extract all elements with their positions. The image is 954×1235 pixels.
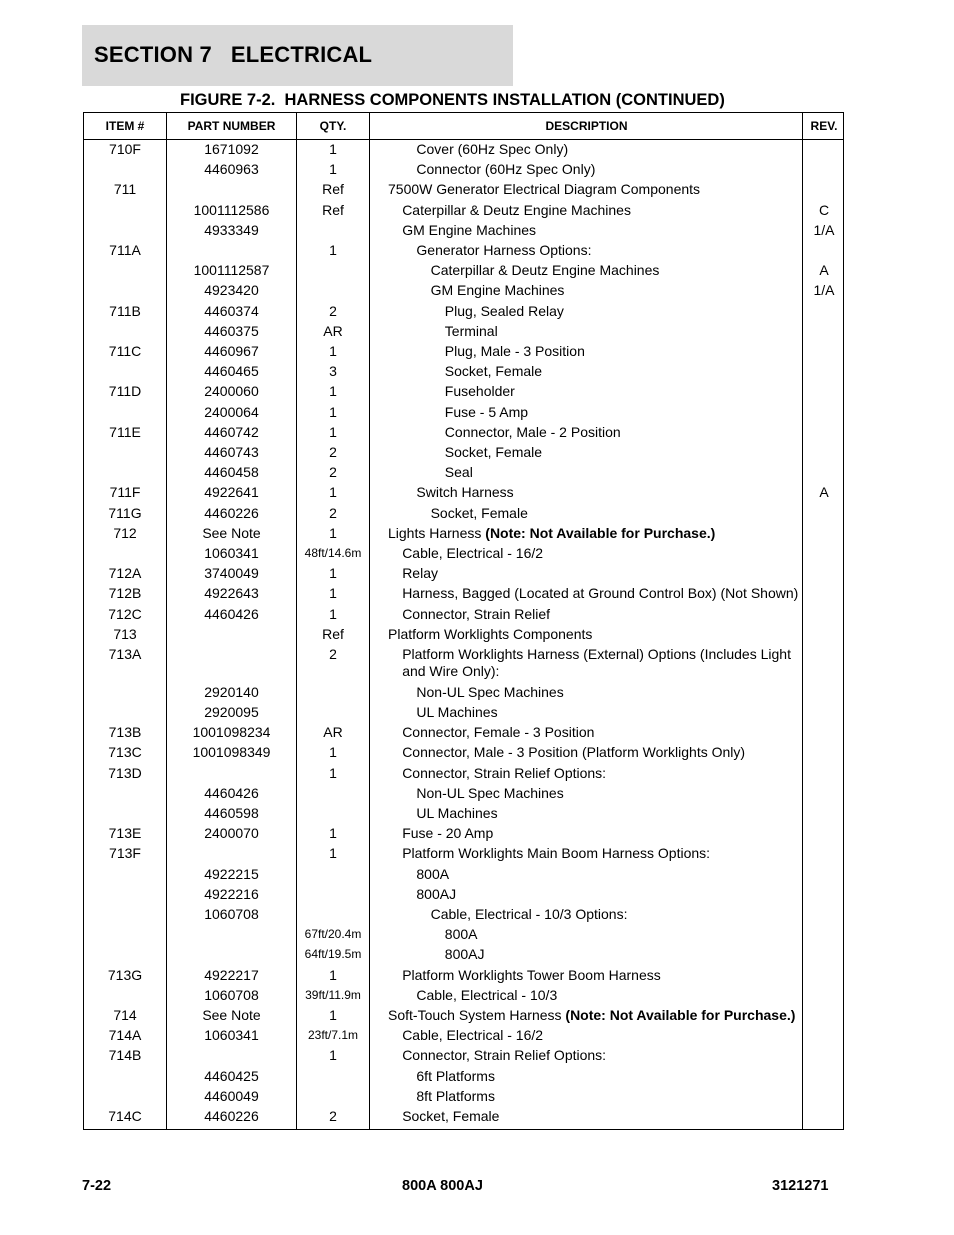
quantity: 1 — [329, 744, 337, 761]
description — [402, 845, 800, 862]
description-text: GM Engine Machines — [430, 282, 565, 299]
description-text: 6ft Platforms — [416, 1067, 495, 1084]
quantity: 3 — [329, 363, 337, 380]
part-number: 4460374 — [204, 302, 259, 319]
description-text: Platform Worklights Components — [388, 625, 593, 642]
description-text: 7500W Generator Electrical Diagram Components — [388, 181, 701, 198]
description — [402, 646, 800, 680]
description-text: Connector, Strain Relief — [402, 605, 551, 622]
description — [416, 242, 800, 259]
quantity: AR — [323, 322, 343, 339]
description — [416, 805, 800, 822]
part-number: 4460425 — [204, 1067, 259, 1084]
description — [388, 525, 800, 542]
part-number: 4460967 — [204, 343, 259, 359]
part-number: 4933349 — [204, 221, 259, 238]
description — [402, 565, 800, 582]
description — [445, 404, 800, 421]
quantity: 1 — [329, 845, 337, 862]
quantity: Ref — [322, 625, 344, 642]
part-number: 1060341 — [204, 1027, 259, 1044]
part-number: 2400070 — [204, 825, 259, 842]
revision: A — [819, 262, 829, 279]
description-text: 800A — [444, 926, 478, 943]
footer-model: 800A 800AJ — [402, 1178, 483, 1194]
quantity: 1 — [329, 605, 337, 622]
description — [445, 303, 800, 320]
item-number: 713B — [108, 724, 142, 741]
description-text: Platform Worklights Main Boom Harness Options: — [402, 845, 711, 862]
description — [388, 626, 800, 643]
item-number: 714 — [113, 1006, 137, 1023]
description — [402, 1047, 800, 1064]
description-text: Cable, Electrical - 16/2 — [402, 1027, 544, 1044]
description-text: Fuseholder — [444, 383, 515, 400]
description — [445, 926, 800, 943]
part-number: 2400060 — [204, 383, 259, 400]
description — [445, 363, 800, 380]
part-number: 2920140 — [204, 683, 259, 700]
description — [445, 323, 800, 340]
item-number: 712B — [108, 585, 142, 602]
description — [445, 343, 800, 360]
part-number: 1060708 — [204, 905, 259, 922]
part-number: 4923420 — [204, 282, 259, 299]
description-text: Terminal — [444, 322, 498, 339]
figure-title: FIGURE 7-2. HARNESS COMPONENTS INSTALLATION (CONTINUED) — [180, 91, 725, 109]
description-text: 800AJ — [416, 885, 457, 902]
description-text: Harness, Bagged (Located at Ground Control Box) (Not Shown) — [402, 585, 799, 602]
description — [445, 424, 800, 441]
revision: A — [819, 484, 829, 501]
part-number: 4460598 — [204, 804, 259, 821]
section-title: SECTION 7 ELECTRICAL — [94, 42, 373, 67]
description-note: (Note: Not Available for Purchase.) — [565, 1006, 796, 1023]
item-number: 711A — [109, 242, 141, 258]
column-divider — [802, 113, 803, 1129]
description-text: 800AJ — [444, 946, 485, 963]
description-text: Socket, Female — [444, 444, 543, 460]
description — [416, 1088, 800, 1105]
part-number: 4460458 — [204, 464, 259, 481]
description — [431, 282, 800, 299]
description-text: Platform Worklights Tower Boom Harness — [402, 966, 661, 983]
quantity: 1 — [329, 242, 337, 258]
description-text: Caterpillar & Deutz Engine Machines — [402, 201, 631, 218]
quantity: 1 — [329, 1047, 337, 1064]
item-number: 711C — [108, 343, 142, 359]
description-text: Non-UL Spec Machines — [416, 784, 564, 801]
description-text: UL Machines — [416, 703, 498, 720]
item-number: 711E — [109, 423, 141, 440]
description — [402, 765, 800, 782]
part-number: 4460963 — [204, 161, 259, 178]
column-divider — [369, 113, 370, 1129]
description-text: Cover (60Hz Spec Only) — [416, 141, 569, 157]
description-text: Relay — [402, 565, 438, 582]
header-part-number: PART NUMBER — [187, 119, 276, 133]
part-number: 4460426 — [204, 784, 259, 801]
quantity: 1 — [329, 764, 337, 781]
part-number: 4460226 — [204, 1107, 259, 1124]
item-number: 713D — [108, 764, 142, 781]
description-text: 8ft Platforms — [416, 1087, 495, 1104]
quantity: 2 — [329, 464, 337, 481]
description — [445, 444, 800, 461]
description-text: Fuse - 5 Amp — [444, 403, 529, 420]
item-number: 714A — [108, 1027, 142, 1044]
quantity: 39ft/11.9m — [305, 987, 361, 1002]
description — [402, 1108, 800, 1125]
description — [445, 464, 800, 481]
quantity: 1 — [329, 966, 337, 983]
item-number: 711D — [108, 383, 142, 400]
quantity: AR — [323, 724, 343, 741]
description — [416, 484, 800, 501]
description — [445, 383, 800, 400]
item-number: 711B — [109, 302, 141, 319]
description-text: Seal — [444, 464, 473, 481]
description-text: Connector, Male - 3 Position (Platform Worklights Only) — [402, 744, 746, 761]
item-number: 711G — [108, 504, 142, 521]
part-number: 4460226 — [204, 504, 259, 521]
quantity: 48ft/14.6m — [304, 546, 362, 560]
footer-page-number: 7-22 — [82, 1178, 112, 1194]
part-number: 2400064 — [204, 403, 259, 420]
item-number: 713 — [113, 625, 137, 642]
description-text: UL Machines — [416, 804, 498, 821]
quantity: 67ft/20.4m — [304, 927, 362, 942]
description-text: Connector, Strain Relief Options: — [402, 1047, 607, 1064]
quantity: 1 — [329, 484, 337, 501]
item-number: 714B — [108, 1047, 142, 1064]
quantity: 1 — [329, 423, 337, 440]
description-text: 800A — [416, 865, 450, 882]
description — [416, 987, 800, 1004]
quantity: 1 — [329, 1006, 337, 1023]
part-number: 4460375 — [204, 322, 259, 339]
description-text: Platform Worklights Harness (External) Options (Includes Light and Wire Only): — [402, 646, 791, 679]
description — [402, 545, 800, 562]
revision: 1/A — [813, 221, 835, 238]
part-number: See Note — [202, 524, 261, 541]
part-number: 1001098349 — [192, 744, 271, 761]
description-text: Connector (60Hz Spec Only) — [416, 161, 596, 178]
description — [388, 1007, 800, 1024]
part-number: 4922216 — [204, 885, 259, 902]
description — [431, 906, 800, 923]
description — [445, 946, 800, 963]
description — [416, 866, 800, 883]
revision: C — [818, 201, 830, 218]
item-number: 713C — [108, 744, 142, 761]
item-number: 713E — [108, 825, 142, 842]
part-number: 4922217 — [204, 966, 259, 983]
quantity: 2 — [329, 646, 337, 662]
description — [416, 141, 800, 158]
part-number: 1001098234 — [192, 724, 271, 741]
description — [402, 1027, 800, 1044]
item-number: 713A — [108, 646, 142, 662]
description — [416, 684, 800, 701]
quantity: 1 — [329, 585, 337, 602]
description — [416, 704, 800, 721]
part-number: 4460742 — [204, 423, 259, 440]
revision: 1/A — [813, 282, 835, 299]
part-number: See Note — [202, 1006, 261, 1023]
description-text: Generator Harness Options: — [416, 242, 592, 258]
description — [402, 222, 800, 239]
quantity: 1 — [329, 383, 337, 400]
description-text: Caterpillar & Deutz Engine Machines — [430, 262, 660, 279]
description — [416, 161, 800, 178]
quantity: 1 — [329, 161, 337, 178]
part-number: 1060708 — [204, 986, 259, 1003]
description — [402, 606, 800, 623]
part-number: 4460743 — [204, 444, 259, 460]
part-number: 2920095 — [204, 703, 259, 720]
quantity: 1 — [329, 565, 337, 582]
parts-table — [83, 112, 844, 1130]
quantity: 2 — [329, 444, 337, 460]
item-number: 710F — [109, 141, 141, 157]
description — [431, 505, 800, 522]
quantity: 1 — [329, 343, 337, 359]
description — [416, 785, 800, 802]
quantity: 64ft/19.5m — [304, 947, 362, 962]
item-number: 711 — [113, 181, 137, 198]
description-text: Plug, Male - 3 Position — [444, 343, 585, 359]
quantity: 23ft/7.1m — [307, 1028, 359, 1043]
part-number: 4922643 — [204, 585, 259, 602]
part-number: 3740049 — [204, 565, 259, 582]
description — [416, 1068, 800, 1085]
description-text: Socket, Female — [444, 363, 543, 380]
description-text: GM Engine Machines — [402, 221, 537, 238]
description-text: Soft-Touch System Harness — [388, 1006, 566, 1023]
part-number: 1671092 — [204, 141, 259, 157]
description-text: Cable, Electrical - 10/3 — [416, 986, 558, 1003]
description — [402, 202, 800, 219]
description — [402, 825, 800, 842]
part-number: 4922641 — [204, 484, 259, 501]
description-text: Cable, Electrical - 10/3 Options: — [430, 905, 628, 922]
item-number: 712A — [108, 565, 142, 582]
table-header — [84, 113, 843, 140]
description — [402, 744, 800, 761]
quantity: 1 — [329, 141, 337, 157]
item-number: 713F — [109, 845, 141, 862]
quantity: 2 — [329, 302, 337, 319]
section-header-bar — [82, 25, 513, 86]
quantity: 2 — [329, 1107, 337, 1124]
description-text: Non-UL Spec Machines — [416, 683, 564, 700]
part-number: 4922215 — [204, 865, 259, 882]
quantity: Ref — [322, 201, 344, 218]
item-number: 711F — [109, 484, 141, 501]
description-text: Socket, Female — [430, 504, 528, 521]
description-note: (Note: Not Available for Purchase.) — [485, 524, 716, 541]
footer-doc-number: 3121271 — [772, 1178, 829, 1194]
part-number: 4460049 — [204, 1087, 259, 1104]
header-rev: REV. — [810, 119, 838, 133]
description-text: Socket, Female — [402, 1107, 500, 1124]
header-qty: QTY. — [319, 119, 347, 133]
description-text: Connector, Strain Relief Options: — [402, 764, 607, 781]
description — [402, 585, 800, 602]
description — [431, 262, 800, 279]
description — [402, 967, 800, 984]
description — [402, 724, 800, 741]
description-text: Connector, Male - 2 Position — [444, 423, 621, 440]
description-text: Cable, Electrical - 16/2 — [402, 545, 544, 561]
part-number: 1060341 — [204, 545, 259, 561]
header-item: ITEM # — [105, 119, 145, 133]
description-text: Connector, Female - 3 Position — [402, 724, 595, 741]
part-number: 4460465 — [204, 363, 259, 380]
description-text: Lights Harness — [388, 524, 486, 541]
part-number: 1001112586 — [193, 201, 270, 218]
item-number: 712C — [108, 605, 142, 622]
header-description: DESCRIPTION — [545, 119, 628, 133]
description-text: Plug, Sealed Relay — [444, 302, 564, 319]
part-number: 4460426 — [204, 605, 259, 622]
description — [416, 886, 800, 903]
description-text: Switch Harness — [416, 484, 514, 501]
item-number: 712 — [113, 524, 137, 541]
quantity: 2 — [329, 504, 337, 521]
quantity: 1 — [329, 825, 337, 842]
quantity: Ref — [322, 181, 344, 198]
quantity: 1 — [329, 403, 337, 420]
description-text: Fuse - 20 Amp — [402, 825, 494, 842]
item-number: 713G — [107, 966, 143, 983]
quantity: 1 — [329, 524, 337, 541]
part-number: 1001112587 — [193, 262, 270, 279]
item-number: 714C — [108, 1107, 142, 1124]
description — [388, 181, 800, 198]
